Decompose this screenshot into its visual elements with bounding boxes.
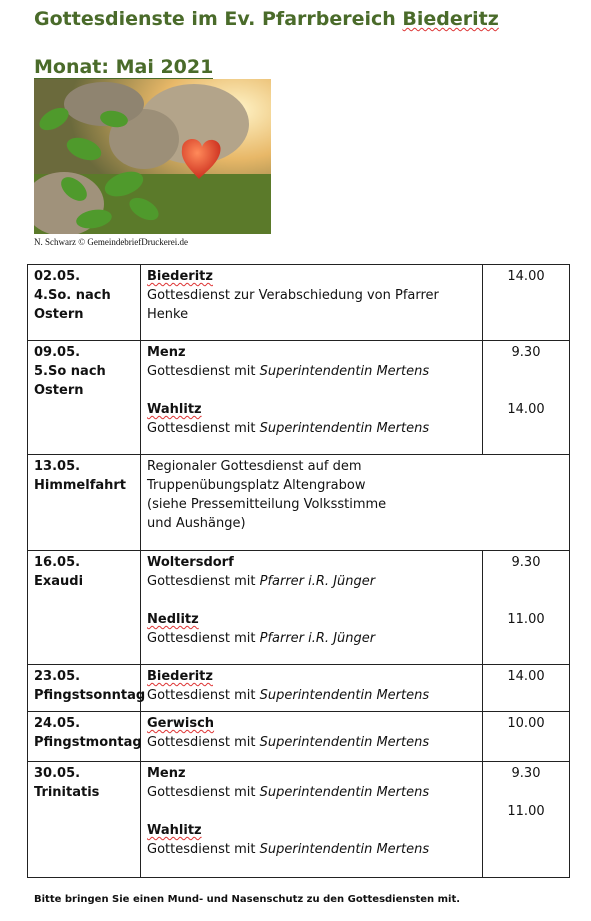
time-cell: 10.00 [483, 712, 570, 762]
service-cell: Woltersdorf Gottesdienst mit Pfarrer i.R. Jünger Nedlitz Gottesdienst mit Pfarrer i.R. Jünger [141, 551, 483, 665]
date-cell: 16.05. Exaudi [28, 551, 141, 665]
month-heading: Monat: Mai 2021 [34, 56, 214, 78]
service-text: Gottesdienst zur Verabschiedung von Pfarrer Henke [147, 288, 439, 322]
service-cell: Menz Gottesdienst mit Superintendentin Mertens Wahlitz Gottesdienst mit Superintendentin Mertens [141, 762, 483, 878]
heart-stone-photo [34, 79, 271, 234]
service-cell [141, 265, 483, 341]
place-name: Nedlitz [147, 612, 199, 627]
place-name: Biederitz [147, 669, 213, 684]
service-cell: Biederitz Gottesdienst mit Superintendentin Mertens [141, 665, 483, 712]
place-name: Gerwisch [147, 716, 215, 731]
date-cell: 02.05. 4.So. nach Ostern [28, 265, 141, 341]
table-row [28, 712, 570, 762]
regional-service-cell: Regionaler Gottesdienst auf dem Truppenübungsplatz Altengrabow (siehe Pressemitteilung Volksstimme und Aushänge) [141, 455, 570, 551]
service-schedule-table [27, 264, 570, 878]
place-name: Menz [147, 766, 186, 781]
time-cell: 14.00 [483, 665, 570, 712]
place-name: Biederitz [147, 269, 213, 284]
date-cell: 13.05. Himmelfahrt [28, 455, 141, 551]
date-cell: 24.05. Pfingstmontag [28, 712, 141, 762]
title-place: Biederitz [402, 8, 499, 30]
date-cell: 23.05. Pfingstsonntag [28, 665, 141, 712]
mask-notice: Bitte bringen Sie einen Mund- und Nasenschutz zu den Gottesdiensten mit. [34, 894, 461, 905]
place-name: Woltersdorf [147, 555, 234, 570]
table-row [28, 341, 570, 455]
service-cell: Menz Gottesdienst mit Superintendentin Mertens Wahlitz Gottesdienst mit Superintendentin Mertens [141, 341, 483, 455]
table-row [28, 455, 570, 551]
title-prefix: Gottesdienste im Ev. Pfarrbereich [34, 8, 403, 30]
table-row [28, 665, 570, 712]
date-cell: 09.05. 5.So nach Ostern [28, 341, 141, 455]
place-name: Menz [147, 345, 186, 360]
photo-credit: N. Schwarz © GemeindebriefDruckerei.de [34, 237, 189, 247]
time-cell: 9.30 14.00 [483, 341, 570, 455]
place-name: Wahlitz [147, 823, 202, 838]
date-cell: 30.05. Trinitatis [28, 762, 141, 878]
table-row [28, 551, 570, 665]
time-cell: 9.30 11.00 [483, 551, 570, 665]
table-row [28, 762, 570, 878]
service-cell: Gerwisch Gottesdienst mit Superintendentin Mertens [141, 712, 483, 762]
time-cell: 9.30 11.00 [483, 762, 570, 878]
place-name: Wahlitz [147, 402, 202, 417]
table-row [28, 265, 570, 341]
page-title [34, 8, 499, 30]
time-cell: 14.00 [483, 265, 570, 341]
